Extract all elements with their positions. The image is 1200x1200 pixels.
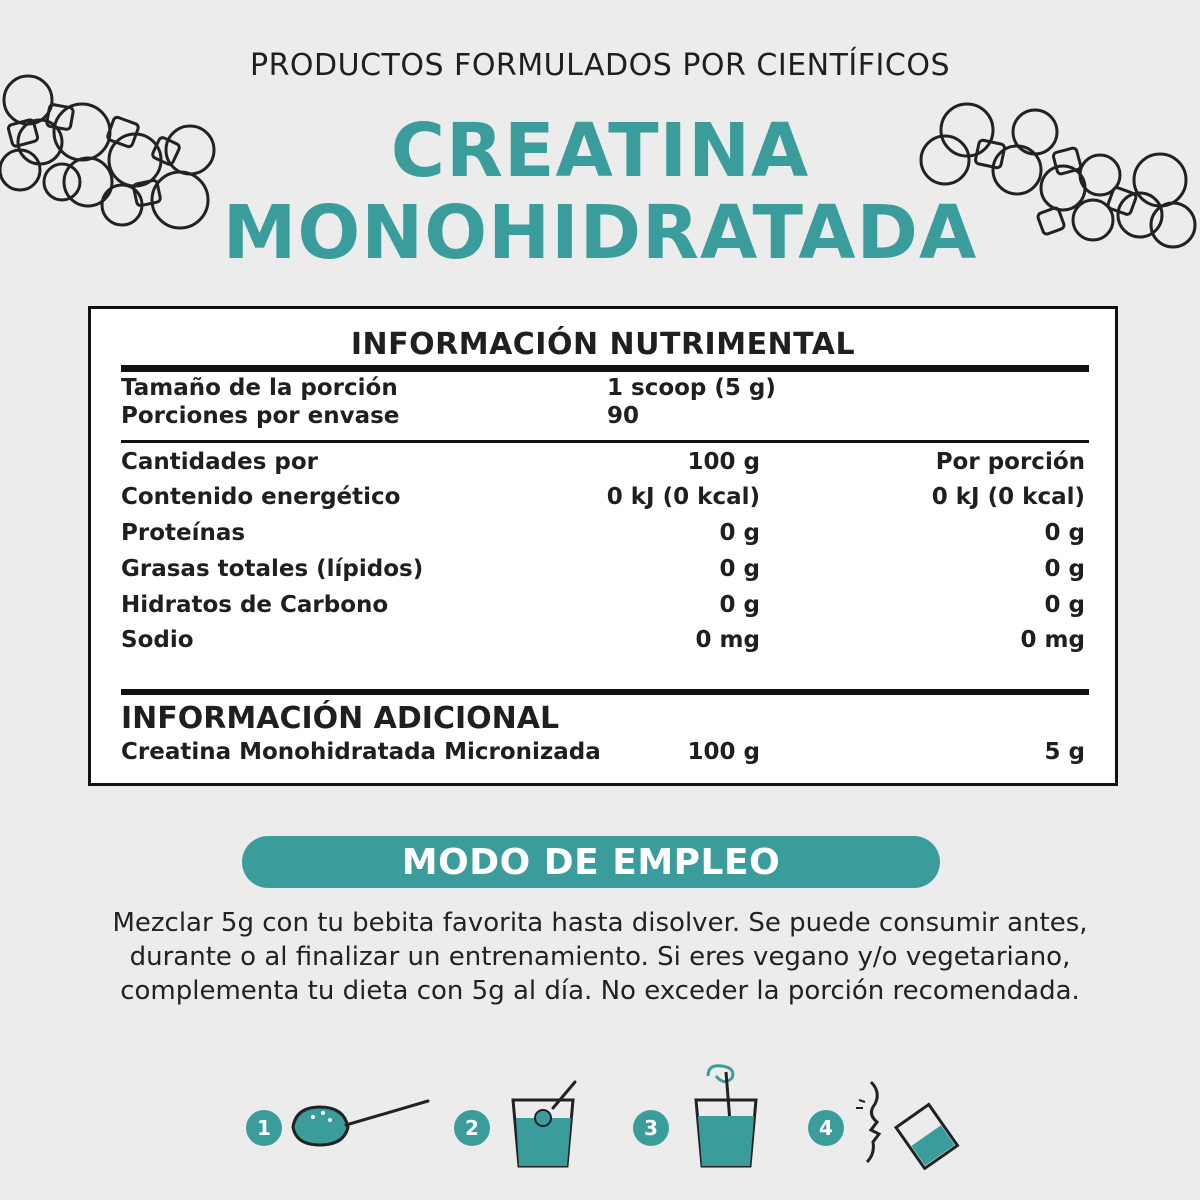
scoop-spoon-icon [288,1095,433,1155]
nutrition-panel [88,306,1118,786]
additional-label: Creatina Monohidratada Micronizada [121,739,601,765]
drink-icon [853,1078,963,1170]
step-number: 4 [808,1110,844,1146]
step-number: 1 [246,1110,282,1146]
servings-value: 90 [607,403,640,429]
molecule-left-icon [0,70,225,240]
divider-thick [121,365,1089,372]
divider-thick [121,689,1089,695]
title-line-1: CREATINA [390,108,810,194]
row-per100: 0 kJ (0 kcal) [606,484,760,510]
step-number: 2 [454,1110,490,1146]
row-perserving: 0 g [1044,556,1085,582]
additional-title: INFORMACIÓN ADICIONAL [121,701,560,736]
row-per100: 0 g [719,556,760,582]
serving-size-value: 1 scoop (5 g) [607,375,776,401]
row-perserving: 0 g [1044,592,1085,618]
additional-perserving: 5 g [1044,739,1085,765]
molecule-right-icon [915,100,1200,260]
row-per100: 0 g [719,520,760,546]
divider-thin [121,440,1089,443]
amounts-header-100g: 100 g [687,449,760,475]
amounts-header-label: Cantidades por [121,449,319,475]
title-line-2: MONOHIDRATADA [222,190,978,276]
usage-title: MODO DE EMPLEO [401,841,781,883]
servings-label: Porciones por envase [121,403,400,429]
row-label: Sodio [121,627,194,653]
row-label: Proteínas [121,520,246,546]
row-per100: 0 g [719,592,760,618]
row-label: Contenido energético [121,484,401,510]
row-perserving: 0 g [1044,520,1085,546]
row-label: Hidratos de Carbono [121,592,389,618]
glass-powder-icon [505,1078,585,1173]
row-label: Grasas totales (lípidos) [121,556,424,582]
amounts-header-serving: Por porción [935,449,1085,475]
tagline: PRODUCTOS FORMULADOS POR CIENTÍFICOS [249,48,950,83]
serving-size-label: Tamaño de la porción [121,375,398,401]
glass-stir-icon [688,1060,768,1172]
row-per100: 0 mg [695,627,760,653]
row-perserving: 0 kJ (0 kcal) [931,484,1085,510]
usage-instructions: Mezclar 5g con tu bebita favorita hasta disolver. Se puede consumir antes, durante o al finalizar un entrenamiento. Si eres vegano y/o vegetariano, complementa tu dieta con 5g al día. No exceder la porción recomendada. [112,908,1088,1006]
additional-per100: 100 g [687,739,760,765]
step-number: 3 [633,1110,669,1146]
nutrition-title: INFORMACIÓN NUTRIMENTAL [350,327,856,362]
row-perserving: 0 mg [1020,627,1085,653]
usage-title-pill [242,836,940,888]
